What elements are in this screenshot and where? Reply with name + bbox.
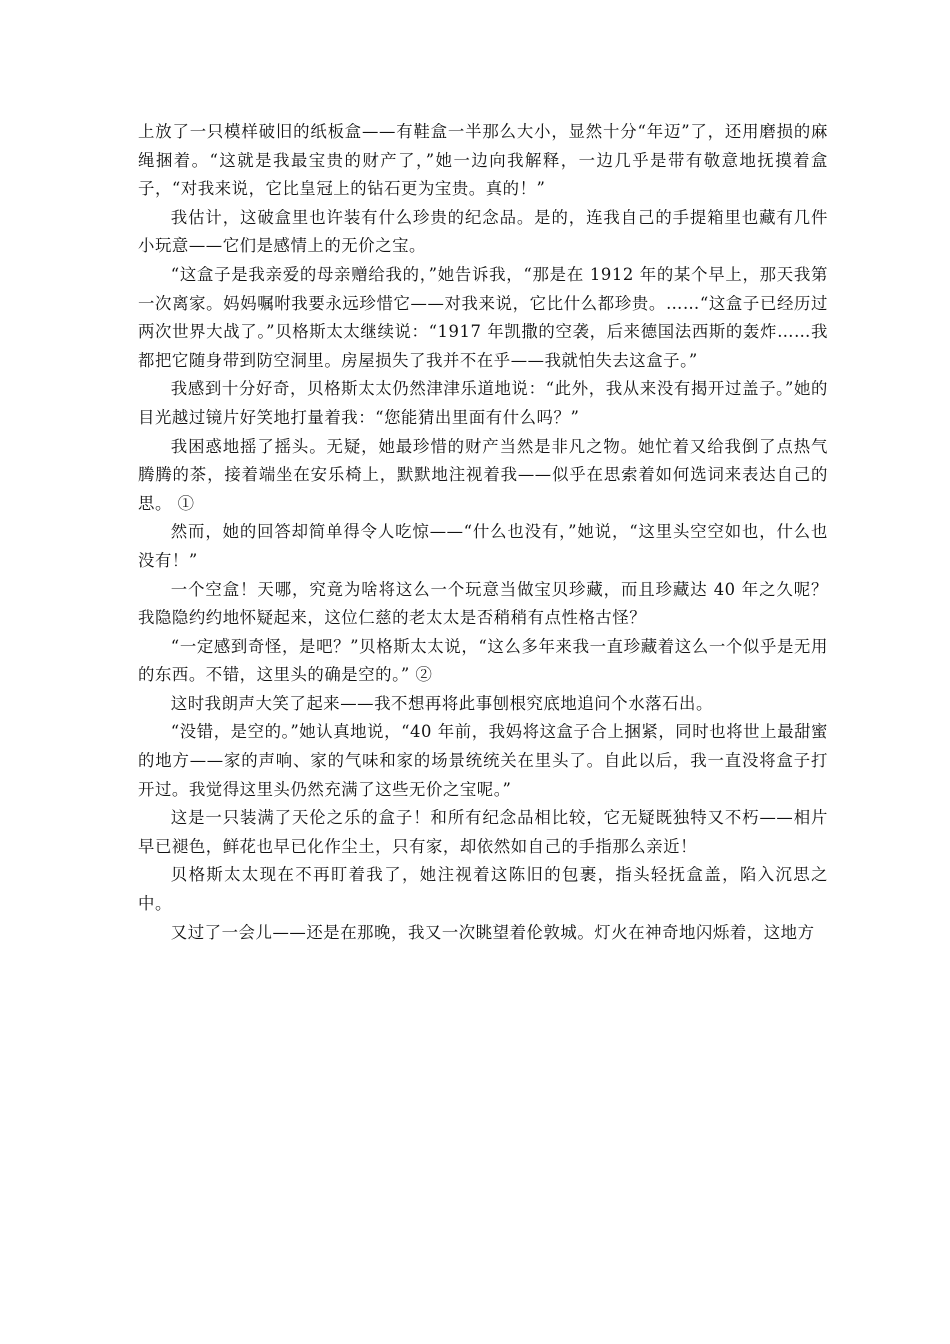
paragraph-8: “一定感到奇怪，是吧？”贝格斯太太说，“这么多年来我一直珍藏着这么一个似乎是无用的东西。不错，这里头的确是空的。” ② bbox=[138, 636, 828, 685]
paragraph-2: 我估计，这破盒里也许装有什么珍贵的纪念品。是的，连我自己的手提箱里也藏有几件小玩意——它们是感情上的无价之宝。 bbox=[138, 207, 828, 256]
paragraph-3: “这盒子是我亲爱的母亲赠给我的，”她告诉我，“那是在 1912 年的某个早上，那天我第一次离家。妈妈嘱咐我要永远珍惜它——对我来说，它比什么都珍贵。……“这盒子已经历过两次世界大战了。”贝格斯太太继续说：“1917 年凯撒的空袭，后来德国法西斯的轰炸……我都把它随身带到防空洞里。房屋损失了我并不在乎——我就怕失去这盒子。” bbox=[138, 264, 828, 370]
paragraph-5: 我困惑地摇了摇头。无疑，她最珍惜的财产当然是非凡之物。她忙着又给我倒了点热气腾腾的茶，接着端坐在安乐椅上，默默地注视着我——似乎在思索着如何选词来表达自己的思。 ① bbox=[138, 436, 828, 513]
paragraph-12: 贝格斯太太现在不再盯着我了，她注视着这陈旧的包裹，指头轻抚盒盖，陷入沉思之中。 bbox=[138, 865, 828, 914]
paragraph-13: 又过了一会儿——还是在那晚，我又一次眺望着伦敦城。灯火在神奇地闪烁着，这地方 bbox=[170, 922, 815, 942]
paragraph-1: 上放了一只模样破旧的纸板盒——有鞋盒一半那么大小，显然十分“年迈”了，还用磨损的麻绳捆着。“这就是我最宝贵的财产了，”她一边向我解释，一边几乎是带有敬意地抚摸着盒子，“对我来说，它比皇冠上的钻石更为宝贵。真的！” bbox=[138, 122, 828, 199]
paragraph-4: 我感到十分好奇，贝格斯太太仍然津津乐道地说：“此外，我从来没有揭开过盖子。”她的目光越过镜片好笑地打量着我：“您能猜出里面有什么吗？” bbox=[138, 379, 828, 427]
paragraph-9: 这时我朗声大笑了起来——我不想再将此事刨根究底地追问个水落石出。 bbox=[170, 693, 713, 713]
story-text bbox=[138, 118, 828, 947]
paragraph-7: 一个空盒！天哪，究竟为啥将这么一个玩意当做宝贝珍藏，而且珍藏达 40 年之久呢？我隐隐约约地怀疑起来，这位仁慈的老太太是否稍稍有点性格古怪？ bbox=[138, 579, 828, 628]
paragraph-11: 这是一只装满了天伦之乐的盒子！和所有纪念品相比较，它无疑既独特又不朽——相片早已褪色，鲜花也早已化作尘土，只有家，却依然如自己的手指那么亲近！ bbox=[138, 808, 828, 856]
paragraph-10: “没错，是空的。”她认真地说，“40 年前，我妈将这盒子合上捆紧，同时也将世上最甜蜜的地方——家的声响、家的气味和家的场景统统关在里头了。自此以后，我一直没将盒子打开过。我觉得这里头仍然充满了这些无价之宝呢。” bbox=[138, 722, 828, 799]
paragraph-6: 然而，她的回答却简单得令人吃惊——“什么也没有，”她说，“这里头空空如也，什么也没有！” bbox=[138, 522, 828, 570]
